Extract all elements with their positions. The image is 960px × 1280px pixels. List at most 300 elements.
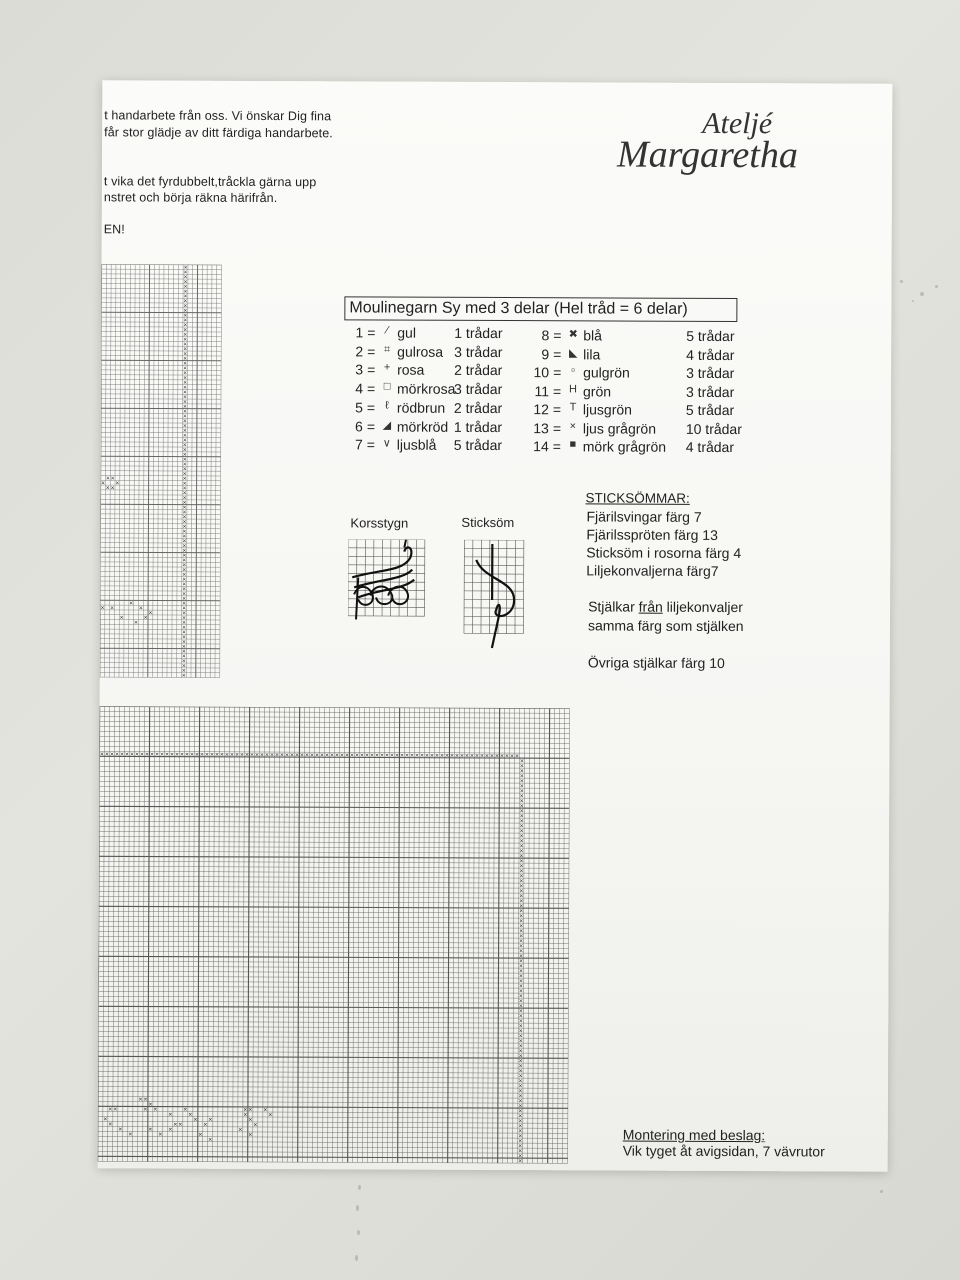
grid-line bbox=[101, 293, 221, 294]
stitch-mark: × bbox=[519, 888, 524, 895]
sticksommar-line-1: Fjärilsvingar färg 7 bbox=[586, 508, 702, 525]
stitch-mark: × bbox=[181, 648, 187, 655]
grid-line bbox=[483, 708, 485, 1163]
sticksommar-line-2: Fjärilsspröten färg 13 bbox=[586, 526, 718, 543]
stitch-mark: × bbox=[279, 752, 285, 759]
grid-line bbox=[438, 708, 440, 1163]
grid-line bbox=[463, 708, 465, 1163]
grid-line bbox=[538, 708, 540, 1163]
grid-line bbox=[100, 605, 220, 606]
grid-line bbox=[398, 708, 400, 1163]
stitch-mark: × bbox=[519, 793, 524, 800]
stitch-mark: × bbox=[239, 752, 245, 759]
stitch-mark: × bbox=[518, 1003, 524, 1010]
stitch-mark: × bbox=[519, 818, 524, 825]
grid-line bbox=[101, 509, 221, 510]
stitch-mark: × bbox=[504, 753, 510, 760]
stitch-mark: × bbox=[519, 898, 524, 905]
stitch-mark: × bbox=[243, 1107, 248, 1114]
stitch-mark: × bbox=[399, 752, 405, 759]
legend-color: mörkröd bbox=[396, 418, 449, 435]
stitch-mark: × bbox=[314, 752, 320, 759]
stitch-mark: × bbox=[164, 751, 170, 758]
stitch-mark: × bbox=[182, 461, 187, 468]
stitch-mark: × bbox=[182, 480, 187, 487]
stitch-mark: × bbox=[182, 523, 187, 530]
stitch-mark: × bbox=[148, 1101, 153, 1108]
stitch-mark: × bbox=[243, 1112, 248, 1119]
stitch-mark: × bbox=[182, 408, 188, 415]
stitch-mark: × bbox=[518, 1143, 523, 1150]
stitch-mark: × bbox=[518, 933, 524, 940]
stitch-mark: × bbox=[181, 610, 187, 617]
sticksommar-line-4: Liljekonvaljerna färg7 bbox=[586, 562, 719, 579]
stitch-mark: × bbox=[208, 1117, 213, 1124]
stitch-mark: × bbox=[124, 751, 130, 758]
stitch-mark: × bbox=[183, 288, 188, 295]
grid-line bbox=[143, 706, 148, 1161]
stitch-mark: × bbox=[182, 399, 188, 406]
grid-line bbox=[473, 708, 475, 1163]
stitch-mark: × bbox=[183, 293, 188, 300]
stitch-mark: × bbox=[182, 576, 187, 583]
grid-line bbox=[268, 707, 273, 1162]
grid-line bbox=[433, 708, 435, 1163]
legend-color: gulrosa bbox=[397, 343, 444, 360]
legend-equals: = bbox=[366, 399, 376, 416]
grid-line bbox=[100, 571, 220, 572]
legend-number: 9 bbox=[541, 345, 550, 362]
grid-line bbox=[213, 707, 215, 1162]
stitch-mark: × bbox=[182, 504, 187, 511]
stitch-mark: × bbox=[518, 968, 524, 975]
legend-number: 8 bbox=[541, 327, 550, 344]
stitch-mark: × bbox=[519, 798, 524, 805]
grid-line bbox=[100, 543, 220, 544]
grid-line bbox=[100, 562, 220, 563]
stitch-mark: × bbox=[518, 1108, 523, 1115]
stitch-mark: × bbox=[182, 379, 188, 386]
legend-color: mörk grågrön bbox=[582, 438, 667, 455]
stitch-mark: × bbox=[182, 423, 187, 430]
stitch-mark: × bbox=[99, 751, 105, 758]
grid-line bbox=[323, 707, 325, 1162]
stitch-mark: × bbox=[182, 586, 187, 593]
stitch-mark: × bbox=[518, 1038, 523, 1045]
stitch-mark: × bbox=[268, 1112, 273, 1119]
stitch-mark: × bbox=[519, 873, 524, 880]
legend-threads: 2 trådar bbox=[453, 399, 503, 416]
grid-line bbox=[100, 557, 220, 558]
stitch-mark: × bbox=[183, 341, 188, 348]
stitch-mark: × bbox=[299, 752, 305, 759]
stitch-mark: × bbox=[183, 336, 188, 343]
grid-line bbox=[100, 658, 220, 659]
stitch-mark: × bbox=[519, 883, 524, 890]
stitch-mark: × bbox=[182, 514, 187, 521]
stitch-mark: × bbox=[158, 1131, 163, 1138]
stitch-mark: × bbox=[518, 1083, 523, 1090]
grid-line bbox=[101, 283, 221, 284]
grid-line bbox=[101, 399, 221, 400]
grid-line bbox=[498, 708, 500, 1163]
grid-line bbox=[468, 708, 470, 1163]
grid-line bbox=[101, 298, 221, 299]
legend-color: ljus grågrön bbox=[582, 419, 657, 437]
grid-line bbox=[368, 707, 370, 1162]
stitch-mark: × bbox=[519, 758, 525, 765]
legend-equals: = bbox=[366, 417, 376, 434]
stitch-mark: × bbox=[248, 1107, 253, 1114]
grid-line bbox=[100, 591, 220, 592]
stitch-mark: × bbox=[204, 751, 210, 759]
stitch-mark: × bbox=[469, 753, 475, 760]
grid-line bbox=[101, 423, 221, 424]
stitch-mark: × bbox=[334, 752, 340, 759]
grid-line bbox=[101, 307, 221, 308]
stitch-mark: × bbox=[183, 317, 188, 324]
grid-line bbox=[183, 707, 188, 1162]
stitch-mark: × bbox=[182, 543, 187, 550]
stitch-mark: × bbox=[514, 753, 520, 760]
stitch-mark: × bbox=[182, 370, 188, 377]
stitch-mark: × bbox=[182, 413, 188, 420]
stalk-line-1-pre: Stjälkar bbox=[588, 598, 639, 615]
stitch-mark: × bbox=[149, 751, 155, 758]
stitch-mark: × bbox=[193, 1116, 198, 1123]
grid-line bbox=[100, 576, 220, 577]
stitch-mark: × bbox=[179, 751, 185, 758]
legend-equals: = bbox=[552, 419, 562, 436]
legend-equals: = bbox=[553, 364, 562, 381]
stitch-mark: × bbox=[289, 752, 295, 759]
grid-line bbox=[138, 706, 143, 1161]
stitch-mark: × bbox=[519, 858, 524, 865]
grid-line bbox=[148, 706, 153, 1161]
stitch-mark: × bbox=[182, 384, 188, 391]
grid-line bbox=[233, 707, 235, 1162]
stitch-mark: × bbox=[108, 1106, 113, 1113]
stitch-mark: × bbox=[183, 327, 188, 334]
stitch-mark: × bbox=[509, 753, 515, 760]
grid-line bbox=[100, 581, 220, 582]
legend-color: grön bbox=[582, 382, 612, 400]
stitch-mark: × bbox=[182, 403, 188, 410]
legend-threads: 1 trådar bbox=[454, 324, 503, 342]
stitch-mark: × bbox=[518, 958, 524, 965]
stitch-mark: × bbox=[181, 667, 186, 674]
sticksommar-heading: STICKSÖMMAR: bbox=[585, 490, 690, 506]
grid-line bbox=[293, 707, 295, 1162]
grid-line bbox=[101, 346, 221, 347]
intro-line-3: t vika det fyrdubbelt,tråckla gärna upp bbox=[103, 174, 317, 190]
grid-line bbox=[528, 708, 530, 1163]
grid-line bbox=[123, 706, 125, 1161]
stitch-mark: × bbox=[154, 751, 160, 758]
grid-line bbox=[100, 538, 220, 539]
grid-line bbox=[101, 442, 221, 443]
stitch-mark: × bbox=[309, 752, 315, 759]
stitch-mark: × bbox=[183, 360, 188, 367]
logo-ateljé: Ateljé bbox=[702, 106, 773, 141]
grid-line bbox=[453, 708, 455, 1163]
stitch-mark: × bbox=[110, 485, 115, 492]
legend-color: ljusblå bbox=[396, 436, 437, 453]
stem-stitch-diagram bbox=[462, 540, 528, 650]
stitch-mark: × bbox=[519, 848, 524, 855]
grid-line bbox=[101, 288, 221, 289]
stitch-mark: × bbox=[517, 1158, 523, 1165]
stitch-mark: × bbox=[519, 903, 524, 910]
stitch-mark: × bbox=[183, 331, 188, 338]
grid-line bbox=[100, 523, 220, 524]
stitch-mark: × bbox=[449, 753, 455, 760]
stitch-mark: × bbox=[394, 752, 400, 759]
stitch-mark: × bbox=[518, 1063, 523, 1070]
grid-line bbox=[508, 708, 510, 1163]
stitch-mark: × bbox=[519, 853, 524, 860]
stitch-mark: × bbox=[344, 752, 350, 759]
stitch-mark: × bbox=[181, 672, 186, 679]
stitch-mark: × bbox=[329, 752, 335, 759]
stitch-mark: × bbox=[174, 751, 180, 758]
legend-symbol-icon: □ bbox=[383, 380, 391, 393]
grid-line bbox=[558, 708, 560, 1163]
stitch-mark: × bbox=[181, 615, 187, 622]
stitch-mark: × bbox=[181, 619, 187, 626]
stitch-mark: × bbox=[519, 893, 524, 900]
grid-line bbox=[101, 394, 221, 395]
grid-line bbox=[101, 504, 221, 505]
grid-line bbox=[493, 708, 495, 1163]
legend-number: 13 bbox=[533, 419, 549, 436]
stitch-mark: × bbox=[519, 778, 525, 785]
grid-line bbox=[101, 303, 221, 304]
stalk-line-1-post: liljekonvaljer bbox=[662, 598, 743, 616]
stitch-mark: × bbox=[518, 1033, 523, 1040]
stitch-mark: × bbox=[519, 763, 525, 770]
stitch-mark: × bbox=[183, 264, 188, 271]
stitch-mark: × bbox=[199, 751, 205, 758]
grid-line bbox=[100, 648, 220, 649]
stitch-mark: × bbox=[181, 595, 187, 602]
stitch-mark: × bbox=[254, 752, 260, 759]
stitch-mark: × bbox=[183, 303, 188, 310]
legend-symbol-icon: T bbox=[569, 401, 577, 414]
stitch-mark: × bbox=[379, 752, 385, 759]
grid-line bbox=[100, 643, 220, 644]
stitch-mark: × bbox=[182, 509, 187, 516]
grid-line bbox=[348, 707, 350, 1162]
stitch-mark: × bbox=[518, 1043, 523, 1050]
stitch-mark: × bbox=[119, 751, 125, 758]
stitch-mark: × bbox=[139, 751, 145, 758]
stitch-mark: × bbox=[249, 752, 255, 759]
grid-line bbox=[100, 547, 220, 548]
grid-line bbox=[533, 708, 535, 1163]
stitch-mark: × bbox=[518, 953, 524, 960]
stitch-mark: × bbox=[182, 571, 187, 578]
stitch-mark: × bbox=[238, 1127, 243, 1134]
stitch-mark: × bbox=[259, 752, 265, 759]
stitch-mark: × bbox=[518, 1123, 523, 1130]
legend-equals: = bbox=[552, 401, 562, 418]
legend-number: 4 bbox=[355, 380, 364, 397]
stitch-mark: × bbox=[169, 751, 175, 758]
grid-line bbox=[101, 432, 221, 433]
stitch-mark: × bbox=[518, 988, 524, 995]
stitch-mark: × bbox=[100, 605, 105, 612]
stitch-mark: × bbox=[119, 614, 124, 621]
legend-color: rödbrun bbox=[396, 399, 446, 416]
stitch-mark: × bbox=[182, 547, 187, 554]
grid-line bbox=[102, 269, 222, 270]
stitch-mark: × bbox=[519, 773, 525, 780]
grid-line bbox=[101, 365, 221, 366]
grid-line bbox=[102, 274, 222, 275]
stitch-mark: × bbox=[181, 605, 187, 612]
stitch-mark: × bbox=[129, 600, 134, 607]
legend-number: 7 bbox=[354, 436, 363, 453]
grid-line bbox=[100, 624, 220, 625]
stitch-mark: × bbox=[143, 1096, 148, 1103]
legend-equals: = bbox=[367, 324, 376, 341]
grid-line bbox=[168, 707, 173, 1162]
stitch-mark: × bbox=[253, 1122, 258, 1129]
stitch-mark: × bbox=[384, 752, 390, 759]
stitch-mark: × bbox=[518, 1098, 523, 1105]
stitch-mark: × bbox=[284, 752, 290, 759]
stitch-mark: × bbox=[518, 1008, 524, 1015]
grid-line bbox=[418, 708, 420, 1163]
stitch-mark: × bbox=[181, 624, 187, 631]
stitch-mark: × bbox=[208, 1137, 213, 1144]
legend-threads: 5 trådar bbox=[453, 437, 503, 454]
grid-line bbox=[101, 317, 221, 318]
grid-line bbox=[333, 707, 335, 1162]
stitch-mark: × bbox=[354, 752, 360, 759]
grid-line bbox=[100, 677, 220, 678]
stitch-mark: × bbox=[518, 928, 524, 935]
grid-line bbox=[238, 707, 243, 1162]
stitch-mark: × bbox=[519, 838, 524, 845]
stitch-mark: × bbox=[518, 1018, 523, 1025]
grid-line bbox=[101, 336, 221, 337]
legend-threads: 3 trådar bbox=[686, 364, 735, 382]
grid-line bbox=[153, 707, 158, 1162]
legend-number: 12 bbox=[533, 401, 549, 418]
stitch-mark: × bbox=[294, 752, 300, 759]
legend-number: 2 bbox=[355, 343, 364, 360]
legend-threads: 3 trådar bbox=[453, 380, 503, 398]
grid-line bbox=[100, 567, 220, 568]
stitch-mark: × bbox=[173, 1121, 178, 1128]
stitch-mark: × bbox=[518, 1088, 523, 1095]
legend-equals: = bbox=[367, 380, 376, 397]
stitch-mark: × bbox=[183, 283, 188, 290]
stitch-mark: × bbox=[181, 643, 187, 650]
grid-line bbox=[198, 707, 203, 1162]
legend-threads: 4 trådar bbox=[685, 438, 735, 456]
grid-line bbox=[101, 331, 221, 332]
grid-line bbox=[100, 639, 220, 640]
stitch-mark: × bbox=[182, 533, 187, 540]
legend-equals: = bbox=[367, 361, 376, 378]
grid-line bbox=[101, 312, 221, 313]
stitch-mark: × bbox=[518, 923, 524, 930]
legend-color: lila bbox=[583, 345, 601, 362]
stitch-mark: × bbox=[429, 752, 435, 759]
stitch-mark: × bbox=[113, 1106, 118, 1113]
stitch-mark: × bbox=[183, 312, 188, 319]
grid-line bbox=[101, 413, 221, 414]
grid-line bbox=[100, 619, 220, 620]
stitch-mark: × bbox=[229, 752, 235, 759]
stitch-mark: × bbox=[159, 751, 165, 758]
grid-line bbox=[223, 707, 225, 1162]
stitch-mark: × bbox=[183, 351, 188, 358]
stitch-mark: × bbox=[182, 466, 187, 473]
grid-line bbox=[98, 706, 100, 1161]
other-stalks: Övriga stjälkar färg 10 bbox=[587, 654, 725, 672]
grid-line bbox=[263, 707, 268, 1162]
stalk-line-1-underlined: från bbox=[638, 598, 663, 615]
grid-line bbox=[553, 708, 555, 1163]
stitch-mark: × bbox=[129, 751, 135, 758]
legend-color: gulgrön bbox=[583, 364, 630, 381]
stitch-mark: × bbox=[182, 447, 187, 454]
legend-symbol-icon: ◢ bbox=[382, 419, 392, 432]
grid-line bbox=[363, 707, 365, 1162]
grid-line bbox=[208, 707, 213, 1162]
legend-symbol-icon: × bbox=[569, 419, 577, 432]
grid-line bbox=[100, 600, 220, 601]
stitch-mark: × bbox=[517, 1148, 523, 1155]
grid-line bbox=[100, 672, 220, 673]
grid-line bbox=[343, 707, 345, 1162]
grid-line bbox=[338, 707, 340, 1162]
grid-line bbox=[163, 707, 165, 1162]
legend-threads: 2 trådar bbox=[454, 362, 503, 379]
grid-line bbox=[101, 355, 221, 356]
stitch-mark: × bbox=[518, 1093, 523, 1100]
stitch-mark: × bbox=[518, 943, 524, 950]
stitch-mark: × bbox=[519, 813, 524, 820]
grid-line bbox=[101, 456, 221, 457]
stitch-mark: × bbox=[517, 1153, 523, 1160]
stitch-mark: × bbox=[219, 752, 225, 759]
legend-threads: 3 trådar bbox=[454, 343, 503, 360]
grid-line bbox=[273, 707, 275, 1162]
grid-line bbox=[543, 708, 545, 1163]
stitch-mark: × bbox=[484, 753, 490, 760]
stitch-mark: × bbox=[518, 963, 524, 970]
legend-number: 6 bbox=[355, 417, 363, 434]
grid-line bbox=[101, 499, 221, 500]
stitch-mark: × bbox=[518, 1073, 523, 1080]
stitch-mark: × bbox=[203, 1121, 208, 1129]
grid-line bbox=[298, 707, 300, 1162]
stitch-mark: × bbox=[518, 998, 524, 1005]
grid-line bbox=[228, 707, 230, 1162]
stitch-mark: × bbox=[494, 753, 500, 760]
stitch-mark: × bbox=[518, 918, 524, 925]
grid-line bbox=[100, 634, 220, 635]
stitch-mark: × bbox=[183, 346, 188, 353]
grid-line bbox=[128, 706, 133, 1161]
stitch-mark: × bbox=[182, 365, 188, 372]
stitch-mark: × bbox=[181, 658, 186, 665]
